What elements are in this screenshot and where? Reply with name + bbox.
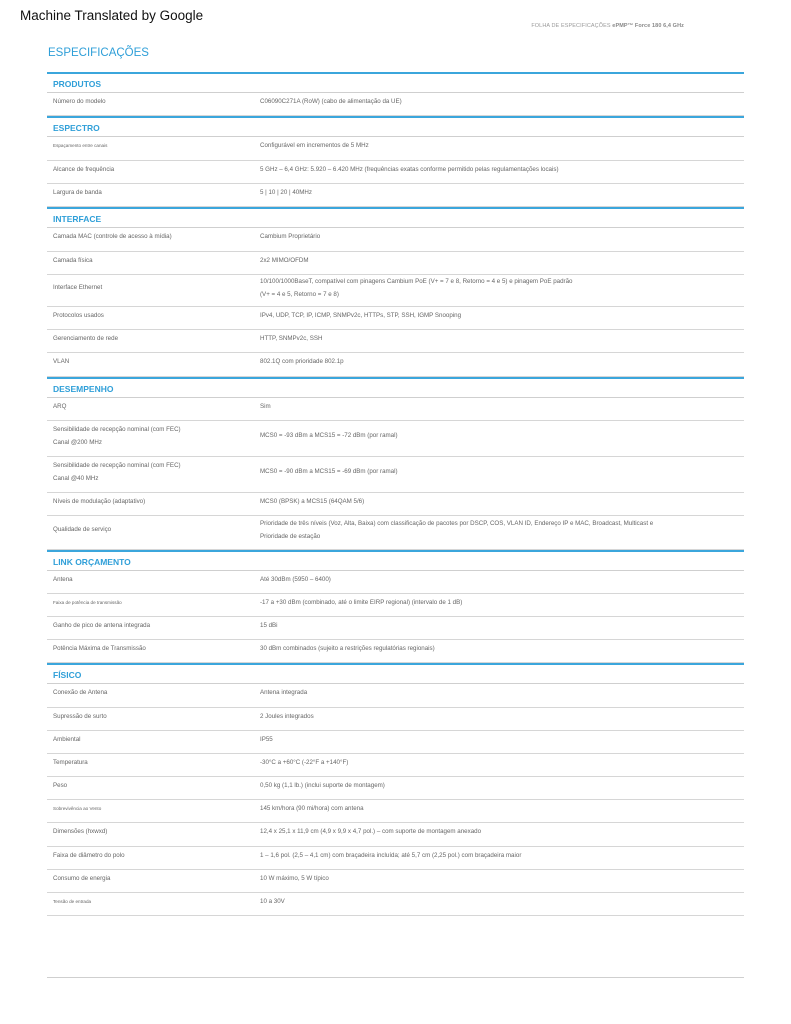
spec-row [47,457,744,493]
sheet-header-product: ePMP™ Force 180 6,4 GHz [612,23,684,29]
spec-label: Potência Máxima de Transmissão [53,645,146,652]
spec-label: Níveis de modulação (adaptativo) [53,498,146,505]
section-header: FÍSICO [47,663,744,684]
spec-row [47,870,744,893]
spec-value: Até 30dBm (5950 – 6400) [260,576,331,583]
spec-row [47,640,744,663]
spec-label: Camada física [53,257,93,264]
spec-value: HTTP, SNMPv2c, SSH [260,335,323,342]
spec-label: Camada MAC (controle de acesso à mídia) [53,233,172,240]
spec-value: 5 GHz – 6,4 GHz: 5.920 – 6.420 MHz (frequências exatas conforme permitido pelas regulamentações locais) [260,166,559,173]
spec-row [47,800,744,823]
spec-value: Prioridade de três níveis (Voz, Alta, Baixa) com classificação de pacotes por DSCP, COS, VLAN ID, Endereço IP e MAC, Broadcast, Multicast e [260,520,654,527]
spec-row [47,684,744,708]
spec-label: Conexão de Antena [53,689,108,696]
spec-row [47,847,744,870]
spec-row [47,330,744,353]
spec-value: C06090C271A (RoW) (cabo de alimentação da UE) [260,98,402,105]
spec-value: MCS0 = -90 dBm a MCS15 = -69 dBm (por ramal) [260,468,398,475]
spec-label: Peso [53,782,68,789]
spec-label: Consumo de energia [53,875,111,882]
spec-label: Faixa de potência de transmissão [53,600,122,605]
spec-row [47,184,744,207]
spec-table [47,72,744,916]
spec-value: 802.1Q com prioridade 802.1p [260,358,344,365]
spec-row [47,617,744,640]
spec-value: 10/100/1000BaseT, compatível com pinagens Cambium PoE (V+ = 7 e 8, Retorno = 4 e 5) e pinagem PoE padrão [260,278,573,285]
spec-value: 2x2 MIMO/OFDM [260,257,309,264]
spec-value: -17 a +30 dBm (combinado, até o limite EIRP regional) (intervalo de 1 dB) [260,599,463,606]
spec-value: 15 dBi [260,622,278,629]
spec-value: 5 | 10 | 20 | 40MHz [260,189,312,196]
spec-row [47,893,744,916]
spec-value: 10 a 30V [260,898,285,905]
spec-value-line2: (V+ = 4 e 5, Retorno = 7 e 8) [260,291,339,298]
spec-row [47,777,744,800]
spec-value: IP55 [260,736,273,743]
spec-label: Interface Ethernet [53,284,103,291]
spec-row [47,161,744,184]
spec-row [47,137,744,161]
spec-value: Configurável em incrementos de 5 MHz [260,142,369,149]
spec-label-line2: Canal @40 MHz [53,475,99,482]
spec-label: Dimensões (hxwxd) [53,828,108,835]
spec-label-line2: Canal @200 MHz [53,439,102,446]
spec-row [47,594,744,617]
spec-value: 145 km/hora (90 mi/hora) com antena [260,805,364,812]
spec-row [47,398,744,421]
spec-row [47,571,744,594]
spec-label: Sobrevivência ao Vento [53,806,102,811]
spec-row [47,353,744,377]
spec-row [47,823,744,847]
spec-row [47,708,744,731]
spec-row [47,493,744,516]
spec-row [47,93,744,116]
spec-label: Número do modelo [53,98,106,105]
section-header: LINK ORÇAMENTO [47,550,744,571]
translation-banner: Machine Translated by Google [20,8,204,23]
sheet-header-prefix: FOLHA DE ESPECIFICAÇÕES [531,23,611,29]
footer-divider [47,977,744,978]
spec-row [47,228,744,252]
spec-label: Sensibilidade de recepção nominal (com FEC) [53,462,181,469]
spec-row [47,307,744,330]
spec-label: Largura de banda [53,189,102,196]
spec-value: 2 Joules integrados [260,713,314,720]
spec-value: 30 dBm combinados (sujeito a restrições regulatórias regionais) [260,645,435,652]
spec-value: IPv4, UDP, TCP, IP, ICMP, SNMPv2c, HTTPs, STP, SSH, IGMP Snooping [260,312,462,319]
spec-row [47,754,744,777]
spec-label: Antena [53,576,73,583]
spec-label: Ganho de pico de antena integrada [53,622,151,629]
spec-label: Supressão de surto [53,713,107,720]
spec-value: Antena integrada [260,689,308,696]
spec-value-line2: Prioridade de estação [260,533,321,540]
spec-label: Faixa de diâmetro do polo [53,852,125,859]
spec-label: Temperatura [53,759,88,766]
section-header: INTERFACE [47,207,744,228]
spec-label: Espaçamento entre canais [53,143,108,148]
spec-label: Protocolos usados [53,312,104,319]
spec-value: Cambium Proprietário [260,233,321,240]
spec-value: 10 W máximo, 5 W típico [260,875,329,882]
section-header: DESEMPENHO [47,377,744,398]
spec-value: -30°C a +60°C (-22°F a +140°F) [260,759,349,766]
spec-label: Alcance de frequência [53,166,115,173]
section-header: ESPECTRO [47,116,744,137]
spec-value: Sim [260,403,271,410]
spec-label: Gerenciamento de rede [53,335,119,342]
spec-value: MCS0 (BPSK) a MCS15 (64QAM 5/6) [260,498,365,505]
section-header: PRODUTOS [47,72,744,93]
spec-label: Sensibilidade de recepção nominal (com FEC) [53,426,181,433]
spec-value: 0,50 kg (1,1 lb.) (inclui suporte de montagem) [260,782,385,789]
spec-label: Tensão de entrada [53,899,92,904]
spec-row [47,516,744,550]
spec-value: MCS0 = -93 dBm a MCS15 = -72 dBm (por ramal) [260,432,398,439]
spec-value: 1 – 1,6 pol. (2,5 – 4,1 cm) com braçadeira incluída; até 5,7 cm (2,25 pol.) com braçadeira maior [260,852,522,859]
spec-label: Qualidade de serviço [53,526,112,533]
sheet-header [531,23,684,29]
spec-row [47,275,744,307]
spec-label: VLAN [53,358,70,365]
spec-value: 12,4 x 25,1 x 11,9 cm (4,9 x 9,9 x 4,7 pol.) – com suporte de montagem anexado [260,828,482,835]
spec-row [47,252,744,275]
page-title: ESPECIFICAÇÕES [48,47,149,59]
spec-label: Ambiental [53,736,81,743]
spec-row [47,731,744,754]
spec-row [47,421,744,457]
spec-label: ARQ [53,403,67,410]
